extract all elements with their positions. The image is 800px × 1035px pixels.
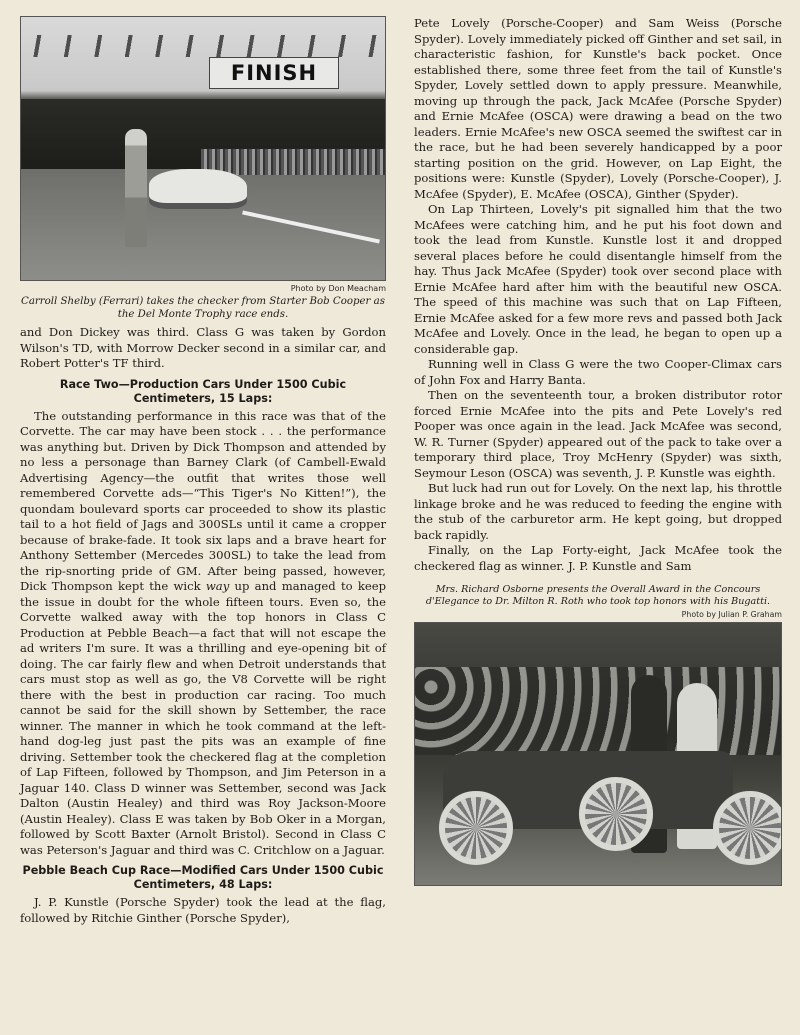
concours-crowd bbox=[415, 667, 782, 755]
section-heading-race-two: Race Two—Production Cars Under 1500 Cubic Centimeters, 15 Laps: bbox=[59, 377, 347, 405]
emphasis-text: way bbox=[205, 579, 230, 593]
pennant-string bbox=[21, 35, 386, 57]
race-car bbox=[149, 169, 247, 209]
photo-caption: Carroll Shelby (Ferrari) takes the checker from Starter Bob Cooper as the Del Monte Trophy race ends. bbox=[21, 296, 385, 320]
paragraph-lap-thirteen: On Lap Thirteen, Lovely's pit signalled him that the two McAfees were catching him, and he put his foot down and took the lead from Kunstle. Kunstle lost it and dropped several places before he could disentangle himself from the hay. Thus Jack McAfee (Spyder) took over second place with Ernie McAfee hard after him with the beautiful new OSCA. The speed of this machine was such that on Lap Fifteen, Ernie McAfee asked for a few more revs and passed both Jack McAfee and Lovely. Once in the lead, he began to open up a considerable gap. bbox=[414, 202, 782, 356]
section-heading-pebble-beach-cup: Pebble Beach Cup Race—Modified Cars Under 1500 Cubic Centimeters, 48 Laps: bbox=[22, 864, 384, 891]
paragraph-text: The outstanding performance in this race was that of the Corvette. The car may have been stock . . . the performance was anything but. Driven by Dick Thompson and attended by no less a personage than Barney Clark (of Cambell-Ewald Advertising Agency—the outfit that writes those well remembered Corvette ads—“This Tiger's No Kitten!”), the quondam boulevard sports car proceeded to show its plastic tail to a hot field of Jags and 300SLs until it came a cropper because of brake-fade. It took six laps and a brave heart for Anthony Settember (Mercedes 300SL) to take the lead from the rip-snorting pride of GM. After being passed, however, Dick Thompson kept the wick bbox=[20, 408, 386, 593]
paragraph-luck: But luck had run out for Lovely. On the next lap, his throttle linkage broke and he was reduced to feeding the engine with the stub of the carburetor arm. He kept going, but dropped back rapidly. bbox=[414, 481, 782, 542]
concours-photo bbox=[414, 622, 782, 886]
concours-photo-credit: Photo by Julian P. Graham bbox=[681, 610, 782, 619]
paragraph-finally: Finally, on the Lap Forty-eight, Jack McAfee took the checkered flag as winner. J. P. Kunstle and Sam bbox=[414, 543, 782, 573]
paragraph-continued-right: Pete Lovely (Porsche-Cooper) and Sam Weiss (Porsche Spyder). Lovely immediately picked off Ginther and set sail, in characteristic fashion, for Kunstle's back pocket. Once established there, some three feet from the tail of Kunstle's Spyder, Lovely settled down to apply pressure. Meanwhile, moving up through the pack, Jack McAfee (Porsche Spyder) and Ernie McAfee (OSCA) were drawing a bead on the two leaders. Ernie McAfee's new OSCA seemed the swiftest car in the race, but he had been severely handicapped by a poor starting position on the grid. However, on Lap Eight, the positions were: Kunstle (Spyder), Lovely (Porsche-Cooper), J. McAfee (Spyder), E. McAfee (OSCA), Ginther (Spyder). bbox=[414, 16, 782, 201]
car-wheel bbox=[579, 777, 653, 851]
paragraph-seventeenth-tour: Then on the seventeenth tour, a broken distributor rotor forced Ernie McAfee into the pits and Pete Lovely's red Pooper was once again in the lead. Jack McAfee was second, W. R. Turner (Spyder) appeared out of the pack to take over a temporary third place, Troy McHenry (Spyder) was sixth, Seymour Leson (OSCA) was seventh, J. P. Kunstle was eighth. bbox=[414, 388, 782, 480]
photo-credit: Photo by Don Meacham bbox=[290, 284, 386, 293]
finish-line-photo bbox=[20, 16, 386, 281]
paragraph-text: up and managed to keep the issue in doubt for the whole fifteen tours. Even so, the Corvette walked away with the top honors in Class C Production at Pebble Beach—a fact that will not escape the ad writers I'm sure. It was a thrilling and eye-opening bit of doing. The car fairly flew and when Detroit understands that cars must stop as well as go, the V8 Corvette will be right there with the best in production car racing. Too much cannot be said for the skill shown by Settember, the race winner. The manner in which he took command at the left-hand dog-leg just past the pits was an example of fine driving. Settember took the checkered flag at the completion of Lap Fifteen, followed by Thompson, and Jim Peterson in a Jaguar 140. Class D winner was Settember, second was Jack Dalton (Austin Healey) and third was Roy Jackson-Moore (Austin Healey). Class E was taken by Bob Oker in a Morgan, followed by Scott Baxter (Arnolt Bristol). Second in Class C was Peterson's Jaguar and third was C. Critchlow on a Jaguar. bbox=[20, 579, 386, 857]
car-wheel bbox=[439, 791, 513, 865]
finish-sign: FINISH bbox=[209, 57, 339, 89]
left-column bbox=[20, 16, 386, 926]
paragraph-continued: and Don Dickey was third. Class G was taken by Gordon Wilson's TD, with Morrow Decker second in a similar car, and Robert Potter's TF third. bbox=[20, 325, 386, 370]
concours-caption: Mrs. Richard Osborne presents the Overall Award in the Concours d'Elegance to Dr. Milton R. Roth who took top honors with his Bugatti. bbox=[425, 584, 771, 607]
car-wheel bbox=[713, 791, 782, 865]
paragraph-corvette bbox=[20, 409, 386, 859]
starter-figure bbox=[125, 129, 147, 247]
right-column bbox=[414, 16, 782, 886]
spectator-crowd bbox=[201, 149, 386, 175]
paragraph-kunstle: J. P. Kunstle (Porsche Spyder) took the lead at the flag, followed by Ritchie Ginther (Porsche Spyder), bbox=[20, 895, 386, 925]
paragraph-class-g: Running well in Class G were the two Cooper-Climax cars of John Fox and Harry Banta. bbox=[414, 357, 782, 387]
road-marking bbox=[242, 210, 380, 243]
